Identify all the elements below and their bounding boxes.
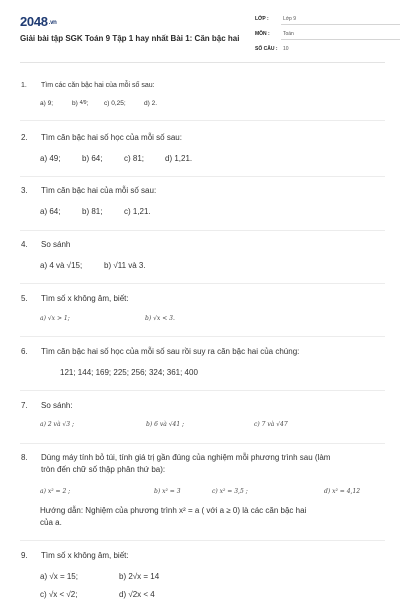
option-b: b) 81;: [82, 207, 103, 216]
question-number: 8.: [21, 453, 28, 462]
meta-count-value: 10: [283, 46, 289, 52]
option-d: d) √2x < 4: [119, 590, 155, 599]
option-a: a) 49;: [40, 154, 61, 163]
question-separator: [20, 230, 385, 231]
option-b: b) √11 và 3.: [104, 261, 146, 270]
question-number: 7.: [21, 401, 28, 410]
question-text: Tìm căn bậc hai của mỗi số sau:: [41, 186, 157, 195]
option-d: d) 2.: [144, 100, 158, 107]
option-c: c) x² = 3,5 ;: [212, 488, 248, 495]
question-number: 2.: [21, 133, 28, 142]
question-separator: [20, 283, 385, 284]
option-c: c) 7 và √47: [254, 421, 288, 428]
meta-subject-value: Toán: [283, 31, 294, 37]
option-a: a) 4 và √15;: [40, 261, 83, 270]
question-number: 6.: [21, 347, 28, 356]
question-separator: [20, 176, 385, 177]
site-logo[interactable]: [20, 14, 57, 29]
question-separator: [20, 120, 385, 121]
option-a: a) 64;: [40, 207, 61, 216]
hint-line-1: Hướng dẫn: Nghiệm của phương trình x² = a ( với a ≥ 0) là các căn bậc hai: [40, 506, 307, 515]
option-b: b) x² = 3: [154, 488, 181, 495]
meta-divider: [281, 39, 400, 40]
question-number: 3.: [21, 186, 28, 195]
question-text: Tìm căn bậc hai số học của mỗi số sau rồi suy ra căn bậc hai của chúng:: [41, 347, 300, 356]
option-a: a) x² = 2 ;: [40, 488, 71, 495]
question-text: Tìm căn bậc hai số học của mỗi số sau:: [41, 133, 182, 142]
question-number: 5.: [21, 294, 28, 303]
option-b-suffix: ;: [86, 100, 89, 107]
option-a: a) 9;: [40, 100, 54, 107]
question-separator: [20, 390, 385, 391]
option-d: d) x² = 4,12: [324, 488, 361, 495]
question-number: 1.: [21, 82, 27, 89]
meta-count-label: SỐ CÂU :: [255, 46, 278, 52]
question-text: Tìm số x không âm, biết:: [41, 294, 129, 303]
option-b: b) √x < 3.: [145, 315, 175, 322]
option-b-fraction: 4/9: [79, 100, 87, 107]
question-separator: [20, 443, 385, 444]
option-b-prefix: b): [72, 100, 78, 107]
meta-divider: [281, 24, 400, 25]
question-number: 9.: [21, 551, 28, 560]
option-c: c) √x < √2;: [40, 590, 78, 599]
option-b: [72, 100, 88, 107]
question-number: 4.: [21, 240, 28, 249]
question-text: Tìm các căn bậc hai của mỗi số sau:: [41, 82, 155, 89]
option-c: c) 0,25;: [104, 100, 126, 107]
meta-subject-label: MÔN :: [255, 31, 270, 37]
question-text: So sánh: [41, 240, 71, 249]
question-text: So sánh:: [41, 401, 73, 410]
option-a: a) √x > 1;: [40, 315, 70, 322]
option-b: b) 64;: [82, 154, 103, 163]
header-divider: [20, 62, 385, 63]
option-a: a) 2 và √3 ;: [40, 421, 74, 428]
question-separator: [20, 540, 385, 541]
option-a: a) √x = 15;: [40, 572, 78, 581]
worksheet-header: [0, 0, 400, 66]
option-c: c) 1,21.: [124, 207, 151, 216]
option-c: c) 81;: [124, 154, 145, 163]
meta-class-value: Lớp 9: [283, 16, 297, 22]
option-d: d) 1,21.: [165, 154, 193, 163]
question-text-line-2: tròn đến chữ số thập phân thứ ba):: [41, 465, 166, 474]
question-text: Tìm số x không âm, biết:: [41, 551, 129, 560]
question-text-line-1: Dùng máy tính bỏ túi, tính giá trị gần đúng của nghiệm mỗi phương trình sau (làm: [41, 453, 331, 462]
logo-tld: .vn: [48, 19, 57, 26]
logo-text: 2048: [20, 14, 48, 29]
question-separator: [20, 336, 385, 337]
number-list: 121; 144; 169; 225; 256; 324; 361; 400: [60, 368, 198, 377]
hint-line-2: của a.: [40, 518, 62, 527]
document-title: Giải bài tập SGK Toán 9 Tập 1 hay nhất Bài 1: Căn bậc hai: [20, 34, 240, 43]
meta-class-label: LỚP :: [255, 16, 269, 22]
option-b: b) 2√x = 14: [119, 572, 160, 581]
option-b: b) 6 và √41 ;: [146, 421, 185, 428]
